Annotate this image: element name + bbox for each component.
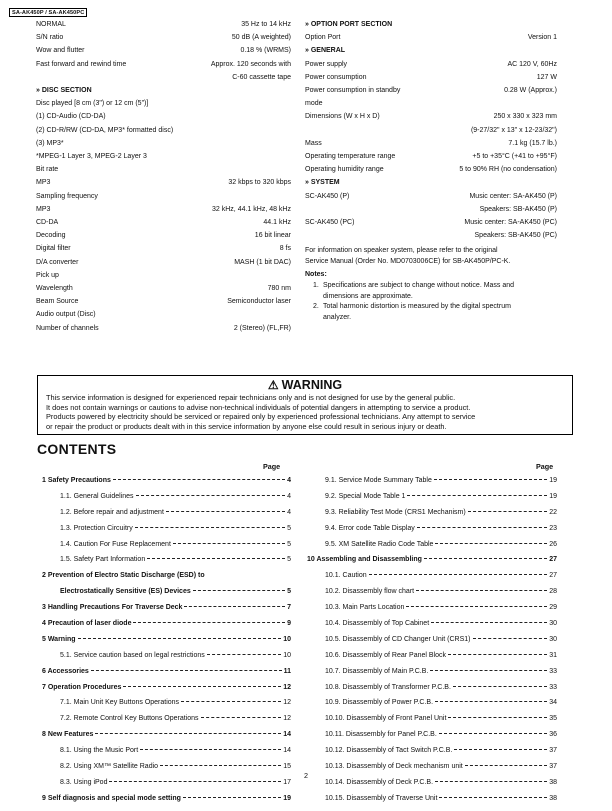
toc-leader xyxy=(439,733,547,734)
spec-row xyxy=(36,44,291,57)
toc-entry[interactable] xyxy=(307,509,557,525)
page-number: 2 xyxy=(304,771,308,780)
toc-leader xyxy=(201,717,282,718)
warning-box xyxy=(37,375,573,435)
section-heading: » GENERAL xyxy=(305,47,346,55)
toc-leader xyxy=(448,717,547,718)
note-text xyxy=(323,281,514,302)
spec-row xyxy=(36,295,291,308)
spec-value: 32 kHz, 44.1 kHz, 48 kHz xyxy=(212,205,291,213)
toc-entry[interactable] xyxy=(307,620,557,636)
toc-page: 12 xyxy=(283,715,291,723)
toc-title: 10 Assembling and Disassembling xyxy=(307,556,422,564)
spec-value: Version 1 xyxy=(527,34,557,42)
spec-row xyxy=(36,58,291,71)
note-line: Specifications are subject to change without notice. Mass and xyxy=(323,282,515,290)
toc-entry[interactable] xyxy=(42,715,291,731)
spec-text: Bit rate xyxy=(36,166,59,174)
toc-title: 2 Prevention of Electro Static Discharge (ESD) to xyxy=(42,572,205,580)
spec-row xyxy=(36,242,291,255)
speaker-info-line: Service Manual (Order No. MD0703006CE) for SB-AK450P/PC-K. xyxy=(305,257,511,265)
toc-leader xyxy=(453,686,547,687)
speaker-info xyxy=(305,246,557,266)
warning-title-text: WARNING xyxy=(281,378,343,392)
spec-value: AC 120 V, 60Hz xyxy=(507,60,557,68)
spec-value: 7.1 kg (15.7 lb.) xyxy=(508,139,557,147)
toc-entry[interactable] xyxy=(42,509,291,525)
toc-page: 4 xyxy=(287,492,291,500)
toc-page: 14 xyxy=(283,747,291,755)
spec-label: Number of channels xyxy=(36,324,99,332)
spec-row xyxy=(305,229,557,242)
spec-text: Disc played [8 cm (3") or 12 cm (5")] xyxy=(36,100,149,108)
speaker-info-line: For information on speaker system, please refer to the original xyxy=(305,247,498,255)
spec-value: 780 nm xyxy=(267,285,291,293)
toc-page: 36 xyxy=(549,731,557,739)
toc-page: 33 xyxy=(549,667,557,675)
spec-value: +5 to +35°C (+41 to +95°F) xyxy=(472,153,557,161)
note-line: analyzer. xyxy=(323,313,352,321)
note-number: 2. xyxy=(313,303,319,311)
model-tag: SA-AK450P / SA-AK450PC xyxy=(9,8,87,17)
toc-title: 10.10. Disassembly of Front Panel Unit xyxy=(325,715,447,723)
spec-text: mode xyxy=(305,100,323,108)
toc-entry[interactable] xyxy=(42,795,291,811)
toc-leader xyxy=(78,638,282,639)
spec-label: MP3 xyxy=(36,205,51,213)
toc-page: 19 xyxy=(549,492,557,500)
contents-title: CONTENTS xyxy=(37,441,117,457)
toc-title: 10.4. Disassembly of Top Cabinet xyxy=(325,620,430,628)
toc-leader xyxy=(136,495,286,496)
toc-title: 7 Operation Procedures xyxy=(42,683,122,691)
toc-title: 10.9. Disassembly of Power P.C.B. xyxy=(325,699,434,707)
warning-title xyxy=(46,378,564,393)
toc-entry[interactable] xyxy=(42,620,291,636)
spec-label: Decoding xyxy=(36,232,66,240)
toc-entry[interactable] xyxy=(42,477,291,493)
toc-title: 9.5. XM Satellite Radio Code Table xyxy=(325,540,434,548)
spec-value: Speakers: SB-AK450 (PC) xyxy=(474,232,557,240)
spec-label: Beam Source xyxy=(36,298,79,306)
toc-title: 8.2. Using XM™ Satellite Radio xyxy=(60,763,159,771)
toc-entry[interactable] xyxy=(42,588,291,604)
toc-title: 6 Accessories xyxy=(42,667,89,675)
toc-leader xyxy=(160,765,281,766)
spec-label: SC-AK450 (PC) xyxy=(305,219,355,227)
toc-leader xyxy=(123,686,281,687)
spec-value: 5 to 90% RH (no condensation) xyxy=(459,166,557,174)
toc-title: 10.14. Disassembly of Deck P.C.B. xyxy=(325,778,434,786)
spec-value: 0.28 W (Approx.) xyxy=(504,87,557,95)
spec-value: MASH (1 bit DAC) xyxy=(234,258,291,266)
toc-leader xyxy=(184,606,285,607)
toc-entry[interactable] xyxy=(307,477,557,493)
spec-row xyxy=(305,150,557,163)
spec-text: (1) CD-Audio (CD-DA) xyxy=(36,113,106,121)
toc-leader xyxy=(406,606,547,607)
toc-leader xyxy=(140,749,281,750)
toc-page: 37 xyxy=(549,763,557,771)
spec-row xyxy=(36,216,291,229)
page-column-label-right: Page xyxy=(536,462,554,471)
spec-label: Operating temperature range xyxy=(305,153,396,161)
toc-title: 9.1. Service Mode Summary Table xyxy=(325,477,432,484)
toc-entry[interactable] xyxy=(42,525,291,541)
spec-value: 127 W xyxy=(536,73,557,81)
spec-text: Audio output (Disc) xyxy=(36,311,96,319)
toc-title: 10.5. Disassembly of CD Changer Unit (CRS1) xyxy=(325,635,471,643)
toc-page: 5 xyxy=(287,556,291,564)
spec-value: 8 fs xyxy=(279,245,291,253)
toc-page: 19 xyxy=(283,794,291,802)
toc-title: 5.1. Service caution based on legal restrictions xyxy=(60,651,205,659)
toc-title: 9.4. Error code Table Display xyxy=(325,524,415,532)
spec-value: 16 bit linear xyxy=(254,232,291,240)
toc-title: 7.2. Remote Control Key Buttons Operations xyxy=(60,715,199,723)
spec-row xyxy=(36,322,291,335)
spec-value: Music center: SA-AK450 (P) xyxy=(469,192,557,200)
section-heading: » DISC SECTION xyxy=(36,87,92,95)
spec-row xyxy=(36,176,291,189)
warning-triangle-icon: ⚠ xyxy=(267,378,279,392)
toc-leader xyxy=(439,797,547,798)
toc-leader xyxy=(166,511,285,512)
toc-page: 4 xyxy=(287,508,291,516)
spec-row xyxy=(305,137,557,150)
notes-list xyxy=(305,281,557,323)
spec-value: C-60 cassette tape xyxy=(232,73,291,81)
spec-value: Approx. 120 seconds with xyxy=(210,60,291,68)
spec-row xyxy=(36,229,291,242)
warning-line: or repair the product or products dealt with in this service information by anyone else could result in serious injury or death. xyxy=(46,421,447,431)
toc-entry[interactable] xyxy=(42,699,291,715)
section-heading: » OPTION PORT SECTION xyxy=(305,21,393,28)
toc-leader xyxy=(193,590,285,591)
toc-leader xyxy=(181,701,281,702)
spec-value: 2 (Stereo) (FL,FR) xyxy=(233,324,291,332)
toc-entry[interactable] xyxy=(307,668,557,684)
toc-leader xyxy=(135,527,285,528)
toc-leader xyxy=(109,781,281,782)
toc-leader xyxy=(147,558,285,559)
toc-page: 31 xyxy=(549,651,557,659)
toc-page: 10 xyxy=(283,651,291,659)
toc-leader xyxy=(448,654,547,655)
toc-title: 7.1. Main Unit Key Buttons Operations xyxy=(60,699,180,707)
spec-label: Operating humidity range xyxy=(305,166,384,174)
toc-title: Electrostatically Sensitive (ES) Devices xyxy=(60,588,191,596)
toc-left-column xyxy=(42,477,291,811)
spec-label: Option Port xyxy=(305,34,341,42)
page-column-label-left: Page xyxy=(263,462,281,471)
toc-entry[interactable] xyxy=(307,795,557,811)
toc-page: 38 xyxy=(549,778,557,786)
warning-line: It does not contain warnings or cautions to advise non-technical individuals of potential dangers in attempting to service a product. xyxy=(46,402,471,412)
spec-row xyxy=(36,282,291,295)
toc-page: 5 xyxy=(287,540,291,548)
toc-entry[interactable] xyxy=(42,604,291,620)
toc-leader xyxy=(183,797,281,798)
spec-value: 0.18 % (WRMS) xyxy=(240,47,291,55)
toc-title: 9.3. Reliability Test Mode (CRS1 Mechanism) xyxy=(325,508,466,516)
spec-label: CD-DA xyxy=(36,219,59,227)
spec-row xyxy=(305,124,557,137)
toc-entry[interactable] xyxy=(307,604,557,620)
toc-leader xyxy=(435,701,547,702)
toc-entry[interactable] xyxy=(307,731,557,747)
toc-entry[interactable] xyxy=(42,747,291,763)
toc-leader xyxy=(173,543,285,544)
toc-leader xyxy=(95,733,281,734)
toc-right-column xyxy=(307,477,557,811)
note-line: Total harmonic distortion is measured by the digital spectrum xyxy=(323,303,511,311)
toc-page: 35 xyxy=(549,715,557,723)
toc-page: 9 xyxy=(287,620,291,628)
spec-value: 50 dB (A weighted) xyxy=(231,34,291,42)
toc-title: 10.13. Disassembly of Deck mechanism unit xyxy=(325,763,463,771)
toc-title: 1.5. Safety Part Information xyxy=(60,556,146,564)
toc-title: 9.2. Special Mode Table 1 xyxy=(325,492,406,500)
toc-page: 33 xyxy=(549,683,557,691)
notes-title: Notes: xyxy=(305,270,327,278)
spec-text: Pick up xyxy=(36,271,59,279)
spec-row xyxy=(305,31,557,44)
toc-leader xyxy=(465,765,547,766)
spec-row xyxy=(305,190,557,203)
toc-title: 10.1. Caution xyxy=(325,572,367,580)
spec-row xyxy=(305,71,557,84)
toc-leader xyxy=(417,527,547,528)
spec-value: 250 x 330 x 323 mm xyxy=(493,113,557,121)
toc-page: 12 xyxy=(283,683,291,691)
toc-title: 10.7. Disassembly of Main P.C.B. xyxy=(325,667,429,675)
toc-leader xyxy=(416,590,547,591)
toc-page: 5 xyxy=(287,588,291,596)
spec-label: S/N ratio xyxy=(36,34,64,42)
note-number: 1. xyxy=(313,282,319,290)
toc-leader xyxy=(369,574,548,575)
toc-title: 5 Warning xyxy=(42,635,76,643)
spec-text: *MPEG-1 Layer 3, MPEG-2 Layer 3 xyxy=(36,153,147,161)
toc-leader xyxy=(431,622,547,623)
spec-label: SC-AK450 (P) xyxy=(305,192,350,200)
spec-value: 35 Hz to 14 kHz xyxy=(241,21,291,28)
toc-leader xyxy=(113,479,285,480)
toc-page: 7 xyxy=(287,604,291,612)
right-spec-column xyxy=(305,18,557,323)
spec-label: Dimensions (W x H x D) xyxy=(305,113,380,121)
warning-line: Products powered by electricity should be serviced or repaired only by experienced professional technicians. Any attempt to service xyxy=(46,412,476,422)
toc-leader xyxy=(454,749,547,750)
toc-title: 8.1. Using the Music Port xyxy=(60,747,139,755)
spec-row xyxy=(36,31,291,44)
spec-label: Power consumption in standby xyxy=(305,87,401,95)
toc-page: 26 xyxy=(549,540,557,548)
spec-value: Speakers: SB-AK450 (P) xyxy=(479,205,557,213)
toc-page: 38 xyxy=(549,794,557,802)
toc-entry[interactable] xyxy=(307,572,557,588)
toc-entry[interactable] xyxy=(307,684,557,700)
spec-label: Fast forward and rewind time xyxy=(36,60,127,68)
spec-row xyxy=(36,18,291,31)
toc-title: 3 Handling Precautions For Traverse Deck xyxy=(42,604,183,612)
toc-title: 9 Self diagnosis and special mode setting xyxy=(42,794,181,802)
spec-label: MP3 xyxy=(36,179,51,187)
toc-title: 8.3. Using iPod xyxy=(60,778,108,786)
toc-entry[interactable] xyxy=(307,652,557,668)
toc-leader xyxy=(91,670,282,671)
spec-row xyxy=(305,216,557,229)
note-text xyxy=(323,302,511,323)
toc-page: 27 xyxy=(549,556,557,564)
toc-page: 17 xyxy=(283,778,291,786)
toc-leader xyxy=(430,670,547,671)
left-spec-column xyxy=(36,18,291,335)
spec-value: Semiconductor laser xyxy=(227,298,291,306)
toc-page: 34 xyxy=(549,699,557,707)
toc-page: 4 xyxy=(287,477,291,484)
toc-entry[interactable] xyxy=(42,493,291,509)
spec-label: Wavelength xyxy=(36,285,73,293)
spec-value: 44.1 kHz xyxy=(263,219,291,227)
toc-entry[interactable] xyxy=(307,588,557,604)
toc-entry[interactable] xyxy=(307,699,557,715)
toc-entry[interactable] xyxy=(42,668,291,684)
warning-line: This service information is designed for experienced repair technicians only and is not designed for use by the general public. xyxy=(46,393,456,402)
spec-row xyxy=(36,71,291,84)
spec-label: Power consumption xyxy=(305,73,367,81)
toc-leader xyxy=(435,781,547,782)
spec-value: (9-27/32" x 13" x 12-23/32") xyxy=(470,126,557,134)
spec-row xyxy=(305,110,557,123)
toc-title: 4 Precaution of laser diode xyxy=(42,620,132,628)
toc-entry[interactable] xyxy=(42,556,291,572)
spec-row xyxy=(36,203,291,216)
toc-title: 1.4. Caution For Fuse Replacement xyxy=(60,540,171,548)
toc-entry[interactable] xyxy=(42,572,291,588)
toc-entry[interactable] xyxy=(307,779,557,795)
toc-title: 10.8. Disassembly of Transformer P.C.B. xyxy=(325,683,451,691)
spec-label: Digital filter xyxy=(36,245,71,253)
toc-entry[interactable] xyxy=(307,541,557,557)
spec-text: Sampling frequency xyxy=(36,192,98,200)
note-line: dimensions are approximate. xyxy=(323,292,413,300)
note-item xyxy=(313,302,557,323)
toc-title: 1.1. General Guidelines xyxy=(60,492,134,500)
toc-entry[interactable] xyxy=(307,556,557,572)
spec-label: D/A converter xyxy=(36,258,79,266)
toc-entry[interactable] xyxy=(42,636,291,652)
toc-leader xyxy=(133,622,285,623)
toc-page: 23 xyxy=(549,524,557,532)
spec-value: 32 kbps to 320 kbps xyxy=(228,179,291,187)
toc-leader xyxy=(473,638,548,639)
toc-leader xyxy=(424,558,547,559)
toc-entry[interactable] xyxy=(42,541,291,557)
toc-title: 10.3. Main Parts Location xyxy=(325,604,405,612)
note-item xyxy=(313,281,557,302)
toc-entry[interactable] xyxy=(307,747,557,763)
spec-row xyxy=(305,58,557,71)
spec-label: Wow and flutter xyxy=(36,47,85,55)
toc-title: 1.2. Before repair and adjustment xyxy=(60,508,164,516)
toc-entry[interactable] xyxy=(42,652,291,668)
spec-text: (2) CD-R/RW (CD-DA, MP3* formatted disc) xyxy=(36,126,174,134)
toc-page: 15 xyxy=(283,763,291,771)
toc-leader xyxy=(434,479,547,480)
toc-entry[interactable] xyxy=(307,493,557,509)
spec-label: Power supply xyxy=(305,60,348,68)
toc-title: 10.11. Disassembly for Panel P.C.B. xyxy=(325,731,437,739)
spec-row xyxy=(305,163,557,176)
toc-page: 11 xyxy=(283,667,291,675)
toc-entry[interactable] xyxy=(307,525,557,541)
toc-leader xyxy=(468,511,548,512)
toc-page: 30 xyxy=(549,620,557,628)
section-heading: » SYSTEM xyxy=(305,179,340,187)
toc-entry[interactable] xyxy=(42,731,291,747)
toc-page: 5 xyxy=(287,524,291,532)
spec-text: (3) MP3* xyxy=(36,139,64,147)
spec-row xyxy=(36,256,291,269)
toc-title: 8 New Features xyxy=(42,731,94,739)
toc-entry[interactable] xyxy=(307,636,557,652)
spec-label: Mass xyxy=(305,139,322,147)
toc-page: 10 xyxy=(283,635,291,643)
toc-leader xyxy=(407,495,547,496)
toc-title: 10.12. Disassembly of Tact Switch P.C.B. xyxy=(325,747,453,755)
toc-page: 19 xyxy=(549,477,557,484)
toc-title: 10.2. Disassembly flow chart xyxy=(325,588,415,596)
toc-title: 1 Safety Precautions xyxy=(42,477,111,484)
toc-entry[interactable] xyxy=(307,715,557,731)
toc-page: 14 xyxy=(283,731,291,739)
toc-entry[interactable] xyxy=(42,684,291,700)
toc-page: 30 xyxy=(549,635,557,643)
toc-title: 1.3. Protection Circuitry xyxy=(60,524,133,532)
spec-value: Music center: SA-AK450 (PC) xyxy=(464,219,557,227)
right-spec-list xyxy=(305,18,557,242)
toc-page: 29 xyxy=(549,604,557,612)
toc-page: 28 xyxy=(549,588,557,596)
toc-title: 10.15. Disassembly of Traverse Unit xyxy=(325,794,438,802)
spec-row xyxy=(305,203,557,216)
toc-title: 10.6. Disassembly of Rear Panel Block xyxy=(325,651,446,659)
toc-leader xyxy=(435,543,547,544)
toc-page: 27 xyxy=(549,572,557,580)
toc-page: 37 xyxy=(549,747,557,755)
toc-leader xyxy=(207,654,281,655)
spec-label: NORMAL xyxy=(36,21,66,28)
spec-row xyxy=(305,84,557,97)
toc-page: 22 xyxy=(549,508,557,516)
toc-page: 12 xyxy=(283,699,291,707)
toc-entry[interactable] xyxy=(42,779,291,795)
